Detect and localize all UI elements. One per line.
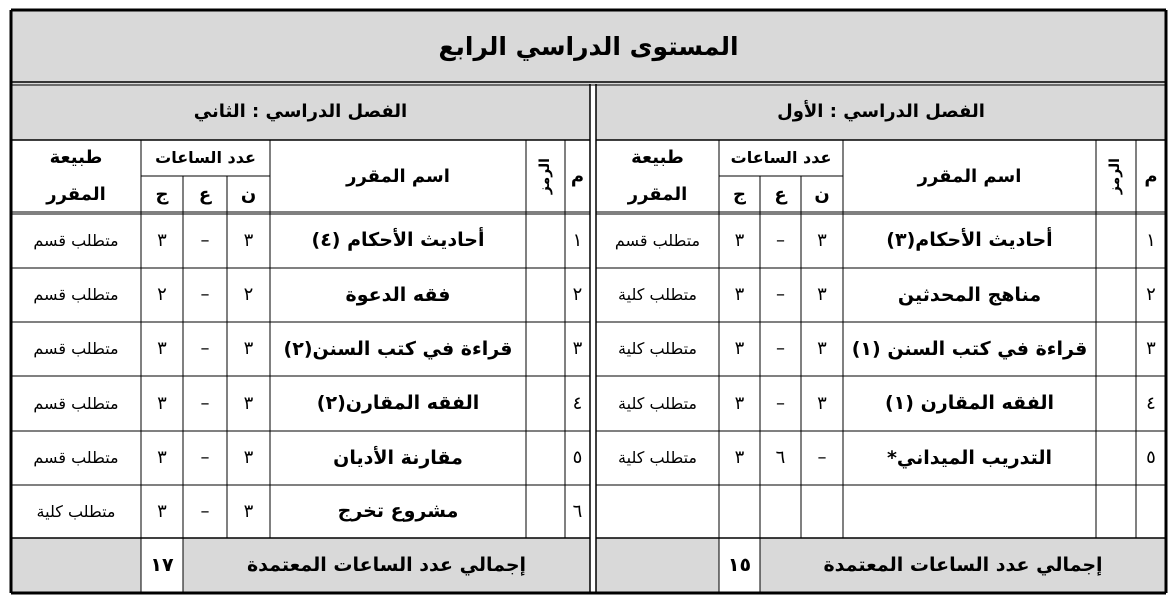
- row-nature: متطلب قسم: [33, 230, 119, 250]
- row-nature: متطلب قسم: [33, 393, 119, 413]
- row-nature: متطلب قسم: [33, 448, 119, 468]
- total-label-second: إجمالي عدد الساعات المعتمدة: [183, 538, 590, 593]
- row-code: [1096, 431, 1136, 485]
- row-index: ٢: [572, 284, 583, 306]
- row-course-name: أحاديث الأحكام (٤): [311, 229, 485, 252]
- row-hours-a: [760, 485, 801, 538]
- row-nature: متطلب كلية: [618, 393, 697, 413]
- row-hours-n: ٣: [243, 500, 254, 522]
- col-header-nature-line1: طبيعة: [631, 147, 684, 169]
- row-course-name: مشروع تخرج: [337, 500, 459, 523]
- row-nature: متطلب كلية: [618, 285, 697, 305]
- row-code: [526, 322, 565, 376]
- row-hours-a: –: [776, 284, 785, 306]
- row-hours-n: [801, 485, 843, 538]
- row-hours-a: –: [200, 284, 210, 306]
- row-hours-a: –: [776, 392, 785, 414]
- row-hours-j: ٣: [734, 392, 745, 414]
- row-course-name: الفقه المقارن(٢): [316, 392, 480, 415]
- page-title: المستوى الدراسي الرابع: [11, 10, 1166, 84]
- row-course-name: مناهج المحدثين: [897, 283, 1042, 306]
- total-blank-second: [11, 538, 141, 593]
- row-hours-j: ٣: [157, 447, 167, 469]
- col-header-code-label: الرمز: [1107, 158, 1124, 195]
- row-hours-a: –: [776, 229, 785, 251]
- study-plan-table: [11, 10, 1166, 593]
- row-index: [1136, 485, 1166, 538]
- col-header-nature-line2: المقرر: [46, 183, 106, 205]
- row-code: [526, 431, 565, 485]
- row-code: [1096, 213, 1136, 268]
- row-hours-n: ٣: [243, 229, 254, 251]
- row-course-name: أحاديث الأحكام(٣): [886, 229, 1053, 252]
- row-hours-n: ٣: [817, 338, 827, 360]
- row-hours-j: ٣: [734, 338, 745, 360]
- row-index: ٣: [1146, 338, 1156, 360]
- row-nature: متطلب كلية: [36, 501, 116, 521]
- row-hours-a: ٦: [775, 447, 786, 469]
- row-index: ٦: [572, 500, 583, 522]
- row-code: [526, 268, 565, 322]
- total-blank-first: [596, 538, 719, 593]
- row-hours-n: ٣: [243, 338, 254, 360]
- col-header-code: [1096, 140, 1136, 213]
- row-course-name: قراءة في كتب السنن (١): [851, 337, 1088, 360]
- row-code: [526, 485, 565, 538]
- col-header-nature-line1: طبيعة: [49, 147, 103, 169]
- row-course-name: الفقه المقارن (١): [884, 392, 1055, 415]
- row-course-name: مقارنة الأديان: [333, 446, 463, 469]
- row-nature: متطلب قسم: [614, 230, 701, 250]
- total-label-first: إجمالي عدد الساعات المعتمدة: [760, 538, 1166, 593]
- row-nature: متطلب قسم: [33, 285, 119, 305]
- row-hours-n: ٣: [243, 392, 254, 414]
- col-header-course-name: اسم المقرر: [917, 165, 1022, 187]
- col-header-hours-group: عدد الساعات: [155, 148, 256, 168]
- row-hours-j: [719, 485, 760, 538]
- col-header-hours-j: ج: [733, 183, 746, 205]
- col-header-hours-n: ن: [240, 183, 257, 205]
- col-header-code: [526, 140, 565, 213]
- row-code: [1096, 322, 1136, 376]
- row-hours-n: ٣: [817, 229, 827, 251]
- row-course-name: فقه الدعوة: [345, 283, 451, 306]
- row-index: ٤: [1146, 392, 1156, 414]
- row-hours-j: ٣: [157, 500, 167, 522]
- row-index: ١: [1146, 229, 1156, 251]
- row-hours-n: ٣: [817, 284, 827, 306]
- col-header-hours-group: عدد الساعات: [730, 148, 832, 168]
- row-hours-n: ٣: [243, 447, 254, 469]
- row-index: ١: [572, 229, 583, 251]
- row-index: ٥: [572, 447, 583, 469]
- row-hours-n: ٢: [243, 284, 254, 306]
- row-hours-j: ٣: [734, 284, 745, 306]
- row-course-name: قراءة في كتب السنن(٢): [283, 337, 513, 360]
- row-index: ٢: [1146, 284, 1156, 306]
- row-code: [526, 376, 565, 431]
- col-header-hours-n: ن: [814, 183, 830, 205]
- row-course-name: التدريب الميداني*: [886, 446, 1053, 469]
- row-index: ٤: [572, 392, 583, 414]
- row-hours-a: –: [200, 392, 210, 414]
- semester-heading-first: الفصل الدراسي : الأول: [596, 84, 1166, 140]
- col-header-course-name: اسم المقرر: [346, 165, 450, 187]
- row-index: ٣: [572, 338, 583, 360]
- col-header-code-label: الرمز: [536, 158, 553, 195]
- row-nature: متطلب كلية: [618, 339, 697, 359]
- row-hours-j: ٢: [157, 284, 167, 306]
- col-header-hours-a: ع: [198, 183, 212, 205]
- row-hours-a: –: [200, 229, 210, 251]
- row-course-name: [843, 485, 1096, 538]
- row-hours-n: ٣: [817, 392, 827, 414]
- total-value-first: ١٥: [727, 554, 752, 577]
- row-index: ٥: [1146, 447, 1156, 469]
- total-value-second: ١٧: [150, 554, 174, 577]
- col-header-index: م: [570, 165, 585, 187]
- row-hours-j: ٣: [157, 392, 167, 414]
- semester-heading-second: الفصل الدراسي : الثاني: [11, 84, 590, 140]
- col-header-hours-j: ج: [155, 183, 169, 205]
- row-hours-a: –: [200, 447, 210, 469]
- row-hours-j: ٣: [734, 447, 745, 469]
- row-hours-n: –: [817, 447, 827, 469]
- row-code: [1096, 376, 1136, 431]
- col-header-nature-line2: المقرر: [627, 183, 688, 205]
- col-header-hours-a: ع: [774, 183, 787, 205]
- row-hours-a: –: [200, 338, 210, 360]
- row-hours-j: ٣: [734, 229, 745, 251]
- row-hours-j: ٣: [157, 338, 167, 360]
- col-header-index: م: [1144, 165, 1158, 187]
- row-hours-j: ٣: [157, 229, 167, 251]
- row-code: [1096, 485, 1136, 538]
- row-nature: [596, 485, 719, 538]
- row-code: [526, 213, 565, 268]
- row-code: [1096, 268, 1136, 322]
- row-nature: متطلب كلية: [618, 448, 697, 468]
- row-nature: متطلب قسم: [33, 339, 119, 359]
- row-hours-a: –: [200, 500, 210, 522]
- row-hours-a: –: [776, 338, 785, 360]
